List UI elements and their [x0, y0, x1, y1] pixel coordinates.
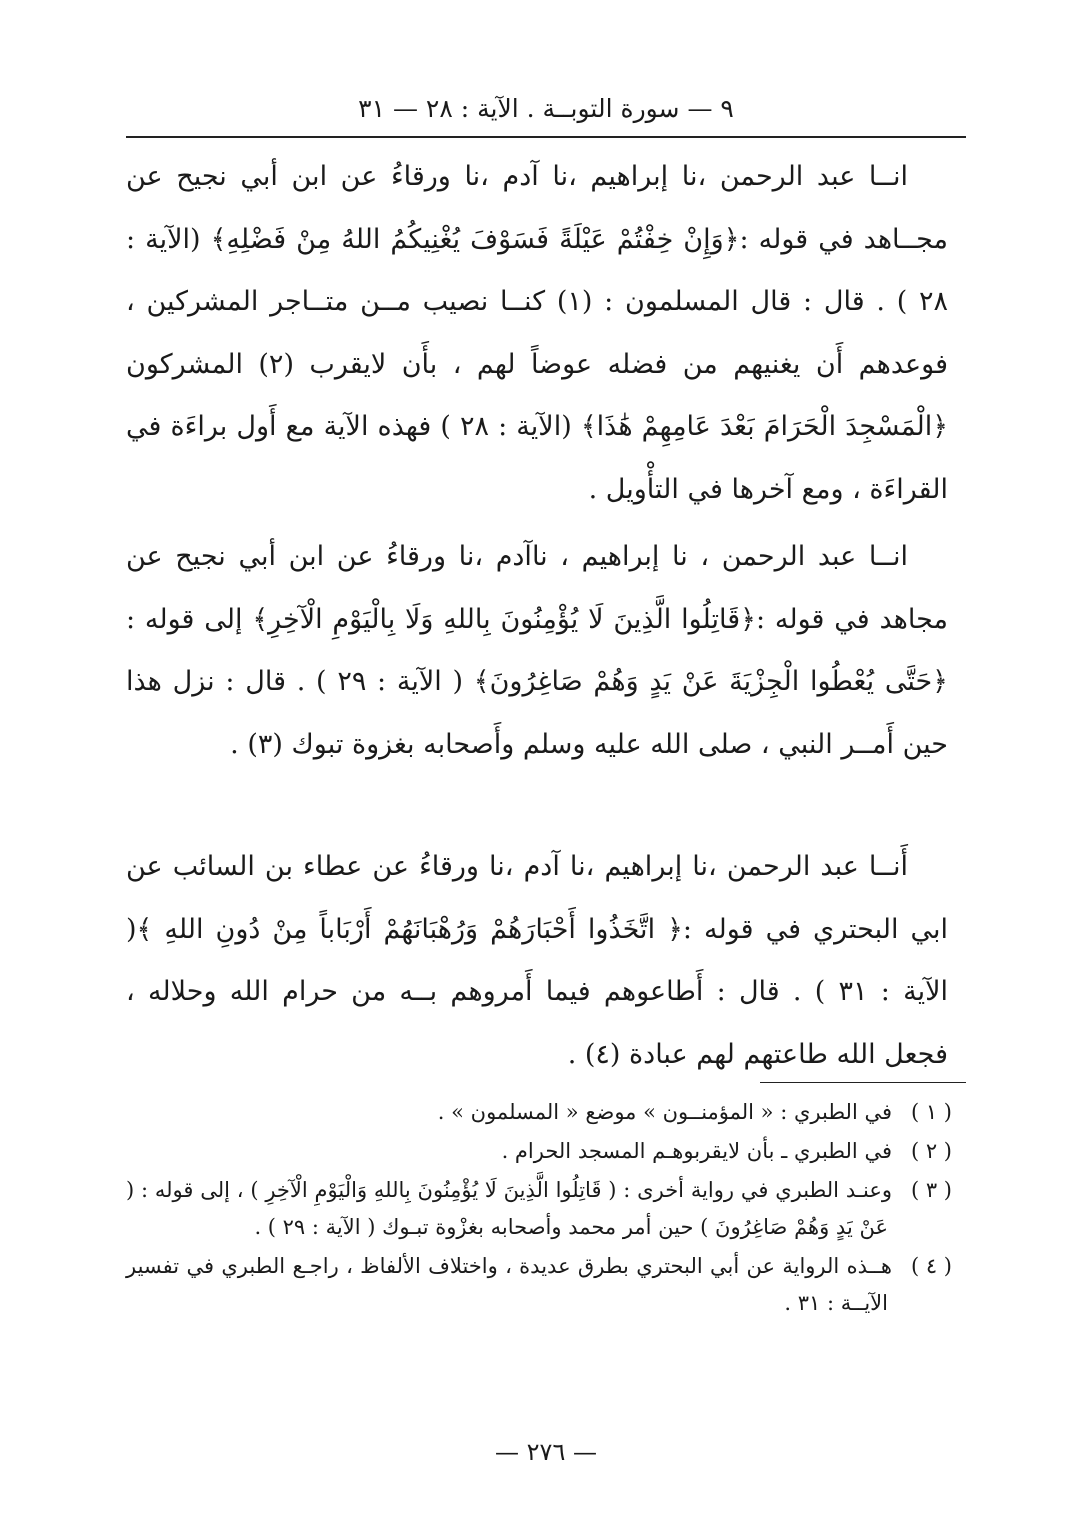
footnote-3: [126, 1172, 952, 1246]
footnote-text: وعنـد الطبري في رواية أخرى : ( قَاتِلُوا الَّذِينَ لَا يُؤْمِنُونَ بِاللهِ وَالْيَوْمِ الْآخِرِ ) ، إلى قوله : ( عَنْ يَدٍ وَهُمْ صَاغِرُونَ ) حين أمر محمد وأصحابه بغزْوة تبـوك ( الآية : ٢٩ ) .: [126, 1178, 892, 1239]
footnote-4: [126, 1248, 952, 1322]
paragraph-2: انــا عبد الرحمن ، نا إبراهيم ، ناآدم ،نا ورقاءُ عن ابن أبي نجيح عن مجاهد في قوله :﴿قَاتِلُوا الَّذِينَ لَا يُؤْمِنُونَ بِاللهِ وَلَا بِالْيَوْمِ الْآخِرِ﴾ إلى قوله :﴿حَتَّى يُعْطُوا الْجِزْيَةَ عَنْ يَدٍ وَهُمْ صَاغِرُونَ﴾ ( الآية : ٢٩ ) . قال : نزل هذا حين أَمــر النبي ، صلى الله عليه وسلم وأَصحابه بغزوة تبوك (٣) .: [126, 541, 948, 760]
footnote-text: هــذه الرواية عن أبي البحتري بطرق عديدة ، واختلاف الألفاظ ، راجـع الطبري في تفسير الآيــة : ٣١ .: [126, 1254, 892, 1315]
paragraph-3: أَنــا عبد الرحمن ،نا إبراهيم ،نا آدم ،نا ورقاءُ عن عطاء بن السائب عن ابي البحتري في قوله :﴿ اتَّخَذُوا أَحْبَارَهُمْ وَرُهْبَانَهُمْ أَرْبَاباً مِنْ دُونِ اللهِ ﴾( الآية : ٣١ ) . قال : أَطاعوهم فيما أَمروهم بــه من حرام الله وحلاله ، فجعل الله طاعتهم لهم عبادة (٤) .: [126, 851, 948, 1070]
header-rule: [126, 136, 966, 138]
footnote-number: ( ١ ): [910, 1100, 952, 1124]
footnote-number: ( ٢ ): [910, 1139, 952, 1163]
footnote-number: ( ٤ ): [910, 1254, 952, 1278]
footnote-2: [126, 1133, 952, 1170]
footnote-rule: [760, 1082, 966, 1083]
page-number: — ٢٧٦ —: [495, 1438, 597, 1466]
footnote-text: في الطبري : « المؤمنــون » موضع « المسلمون » .: [437, 1100, 892, 1124]
footnote-1: [126, 1094, 952, 1131]
running-header: ٩ — سورة التوبــة . الآية : ٢٨ — ٣١: [358, 94, 734, 123]
paragraph-1: انــا عبد الرحمن ،نا إبراهيم ،نا آدم ،نا ورقاءُ عن ابن أبي نجيح عن مجــاهد في قوله :﴿وَإِنْ خِفْتُمْ عَيْلَةً فَسَوْفَ يُغْنِيكُمُ اللهُ مِنْ فَضْلِهِ﴾ (الآية : ٢٨ ) . قال : قال المسلمون : (١) كنــا نصيب مــن متــاجر المشركين ، فوعدهم أَن يغنيهم من فضله عوضاً لهم ، بأَن لايقرب (٢) المشركون ﴿الْمَسْجِدَ الْحَرَامَ بَعْدَ عَامِهِمْ هَٰذَا﴾ (الآية : ٢٨ ) فهذه الآية مع أَول براءَة في القراءَة ، ومع آخرها في التأْويل .: [126, 161, 949, 505]
footnote-number: ( ٣ ): [910, 1178, 952, 1202]
footnote-text: في الطبري ـ بأن لايقربوهـم المسجد الحرام .: [501, 1139, 892, 1163]
footnotes: [126, 1094, 952, 1324]
